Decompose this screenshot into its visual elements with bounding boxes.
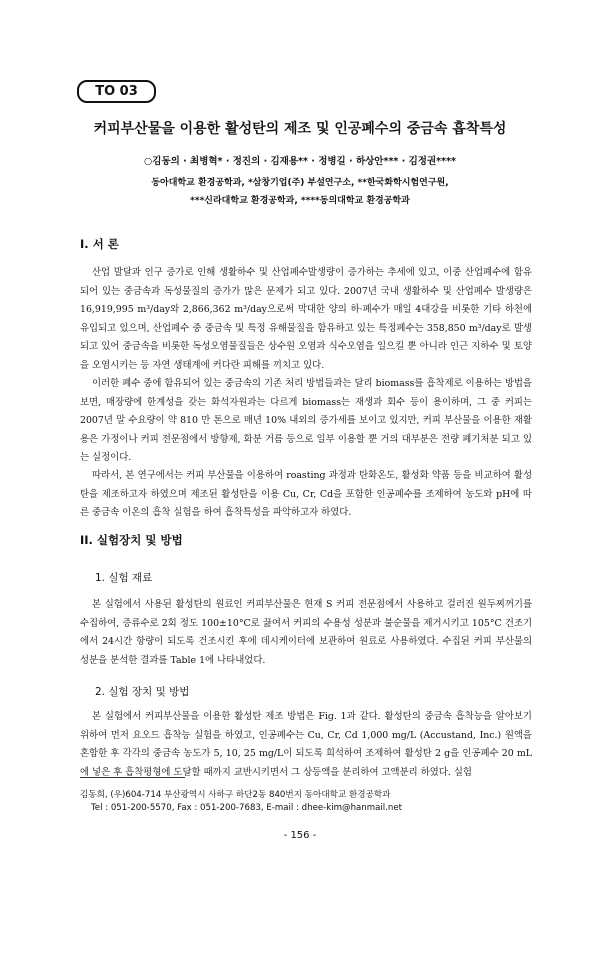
paper-title: 커피부산물을 이용한 활성탄의 제조 및 인공폐수의 중금속 흡착특성: [93, 121, 507, 137]
footnote-divider: [80, 777, 185, 778]
intro-paragraph-3: 따라서, 본 연구에서는 커피 부산물을 이용하여 roasting 과정과 탄화온도, 활성화 약품 등을 비교하여 활성탄을 제조하고자 하였으며 제조된 활성탄을 이용 Cu, Cr, Cd을 포함한 인공폐수를 조제하여 농도와 pH에 따른 중금속 이온의 흡착 실험을 하여 흡착특성을 파악하고자 하였다.: [80, 470, 532, 518]
subsection-heading-apparatus: 2. 실험 장치 및 방법: [95, 686, 190, 698]
footnote-contact: Tel : 051-200-5570, Fax : 051-200-7683, E-mail : dhee-kim@hanmail.net: [91, 803, 402, 813]
intro-paragraph-1: 산업 발달과 인구 증가로 인해 생활하수 및 산업폐수발생량이 증가하는 추세에 있고, 이중 산업폐수에 함유되어 있는 중금속과 독성물질의 증가가 많은 문제가 되고 있다. 2007년 국내 생활하수 및 산업폐수 발생량은 16,919,995 m³/day와 2,866,362 m³/day으로써 막대한 양의 하·폐수가 매일 4대강을 비롯한 기타 하천에 유입되고 있으며, 산업폐수 중 중금속 및 특정 유해물질을 함유하고 있는 특정폐수는 358,850 m³/day로 발생되고 있어 중금속을 비롯한 독성오염물질들은 상수원 오염과 식수오염을 일으킬 뿐 아니라 인근 지하수 및 토양을 오염시키는 등 자연 생태계에 커다란 피해를 끼치고 있다.: [80, 267, 532, 371]
apparatus-paragraph: 본 실험에서 커피부산물을 이용한 활성탄 제조 방법은 Fig. 1과 같다. 활성탄의 중금속 흡착능을 알아보기 위하여 먼저 요오드 흡착능 실험을 하였고, 인공폐수는 Cu, Cr, Cd 1,000 mg/L (Accustand, Inc.) 원액을 혼합한 후 각각의 중금속 농도가 5, 10, 25 mg/L이 되도록 희석하여 조제하여 활성탄 2 g을 인공폐수 20 mL에 넣은 후 흡착평형에 도달할 때까지 교반시키면서 그 상등액을 분리하여 고액분리 하였다. 실험: [80, 711, 532, 778]
subsection-heading-materials: 1. 실험 재료: [95, 572, 153, 584]
page-number: - 156 -: [283, 830, 317, 841]
section-heading-methods: II. 실험장치 및 방법: [80, 533, 183, 547]
affiliation-line-2: ***신라대학교 환경공학과, ****동의대학교 환경공학과: [190, 196, 410, 206]
footnote-address: 김동희, (우)604-714 부산광역시 사하구 하단2동 840번지 동아대학교 환경공학과: [80, 790, 391, 800]
materials-paragraph: 본 실험에서 사용된 활성탄의 원료인 커피부산물은 현재 S 커피 전문점에서 사용하고 걸러진 원두찌꺼기를 수집하여, 증류수로 2회 정도 100±10°C로 끓여서 커피의 수용성 성분과 불순물을 제거시키고 105°C 건조기에서 24시간 항량이 되도록 건조시킨 후에 데시케이터에 보관하여 원료로 사용하였다. 수집된 커피 부산물의 성분을 분석한 결과를 Table 1에 나타내었다.: [80, 599, 532, 666]
author-list: ○김동의 · 최병혁* · 정진의 · 김재용** · 정병길 · 하상안*** · 김정권****: [143, 156, 457, 167]
session-badge: TO 03: [77, 80, 156, 103]
intro-paragraph-2: 이러한 폐수 중에 함유되어 있는 중금속의 기존 처리 방법들과는 달리 biomass를 흡착제로 이용하는 방법을 보면, 매장량에 한계성을 갖는 화석자원과는 다르게 biomass는 재생과 회수 등이 용이하며, 그 중 커피는 2007년 말 수요량이 약 810 만 톤으로 매년 10% 내외의 증가세를 보이고 있지만, 커피 부산물을 이용한 재활용은 가정이나 커피 전문점에서 방향제, 화분 거름 등으로 일부 이용할 뿐 거의 대부분은 전량 폐기처분 되고 있는 실정이다.: [80, 378, 532, 463]
affiliation-line-1: 동아대학교 환경공학과, *삼창기업(주) 부설연구소, **한국화학시험연구원,: [151, 178, 449, 188]
section-heading-introduction: I. 서 론: [80, 237, 119, 251]
